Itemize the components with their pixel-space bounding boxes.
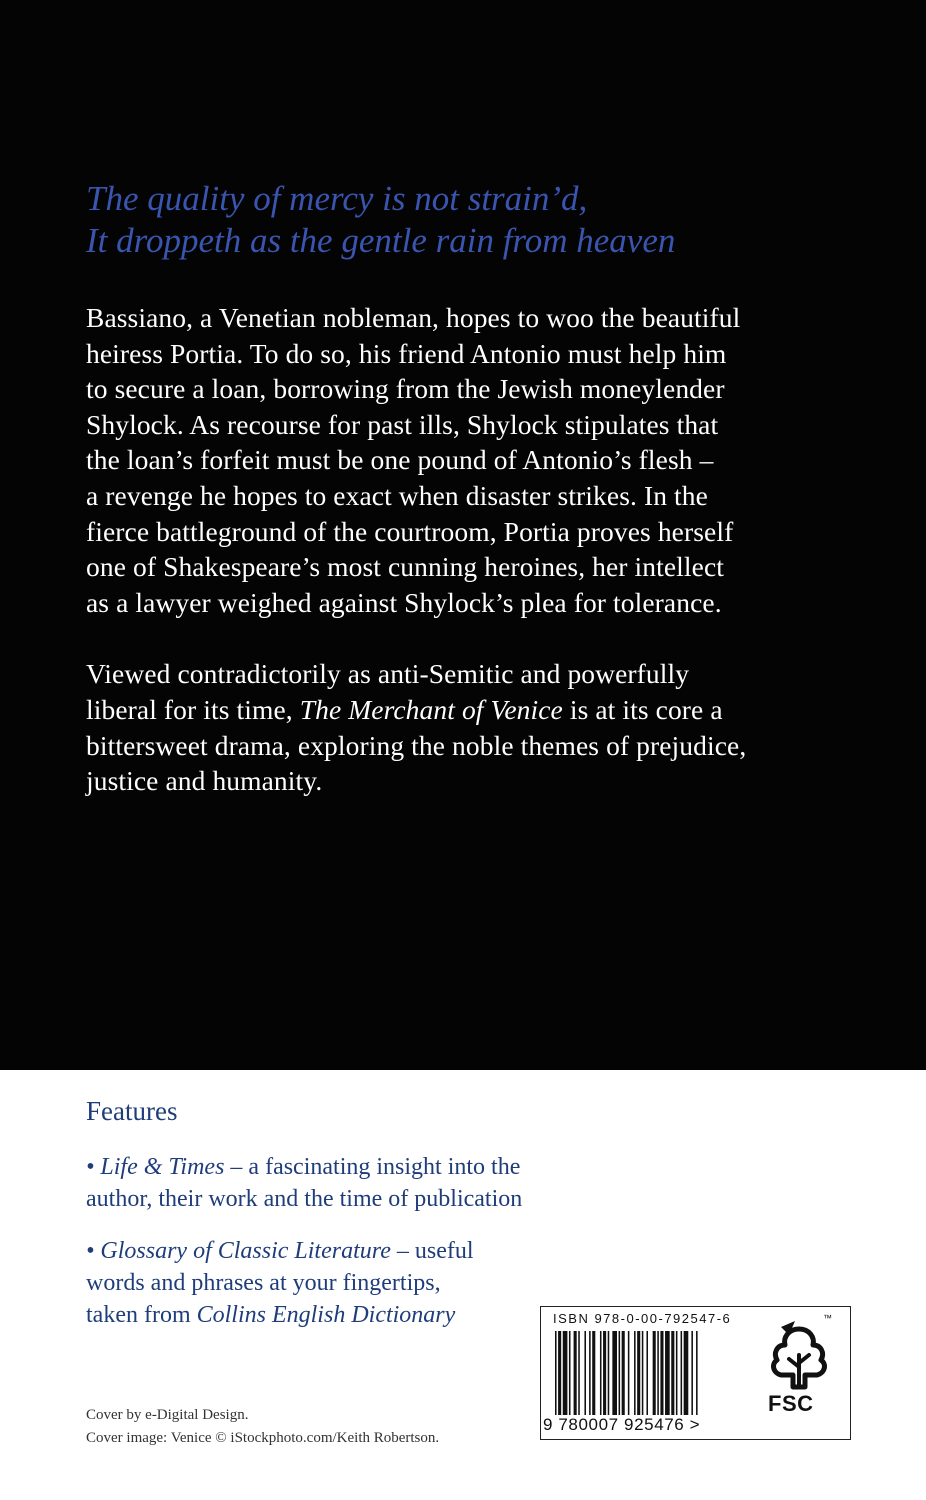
synopsis-line: Viewed contradictorily as anti-Semitic and powerfully — [86, 658, 690, 690]
synopsis-text: liberal for its time, — [86, 693, 300, 725]
feature-title: • Glossary of Classic Literature — [86, 1238, 391, 1264]
pull-quote — [86, 178, 886, 262]
barcode-bar — [603, 1331, 606, 1415]
barcode-bar — [628, 1331, 630, 1415]
barcode-bar — [578, 1331, 580, 1415]
barcode-bar — [558, 1331, 561, 1415]
ean-digits: 9 780007 925476 > — [543, 1415, 701, 1434]
barcode-bar — [681, 1331, 683, 1415]
barcode-bar — [696, 1331, 698, 1415]
barcode-bar — [574, 1331, 577, 1415]
synopsis-line — [86, 692, 876, 728]
barcode-bar — [600, 1331, 602, 1415]
synopsis-line: as a lawyer weighed against Shylock’s plea for tolerance. — [86, 586, 722, 618]
synopsis-line: Shylock. As recourse for past ills, Shylock stipulates that — [86, 408, 719, 440]
barcode-bar — [592, 1331, 595, 1415]
barcode-bar — [634, 1331, 636, 1415]
feature-text: – useful — [390, 1238, 474, 1264]
barcode-bar — [569, 1331, 571, 1415]
synopsis-text: is at its core a — [562, 693, 723, 725]
synopsis-paragraph-1 — [86, 300, 876, 620]
barcode-bar — [608, 1331, 610, 1415]
barcode-bar — [555, 1331, 557, 1415]
barcode-bar — [653, 1331, 656, 1415]
synopsis — [86, 300, 876, 835]
feature-line: words and phrases at your fingertips, — [86, 1270, 441, 1296]
synopsis-line: justice and humanity. — [86, 765, 323, 797]
synopsis-paragraph-2 — [86, 656, 876, 798]
feature-line — [86, 1151, 626, 1183]
feature-title: • Life & Times — [86, 1154, 225, 1180]
synopsis-line: fierce battleground of the courtroom, Portia proves herself — [86, 515, 734, 547]
barcode-bar — [684, 1331, 689, 1415]
feature-line: author, their work and the time of publication — [86, 1186, 523, 1212]
feature-text: taken from — [86, 1302, 197, 1328]
features-heading: Features — [86, 1096, 178, 1126]
barcode-bar — [665, 1331, 670, 1415]
barcode-bar — [563, 1331, 568, 1415]
dictionary-title: Collins English Dictionary — [196, 1302, 456, 1328]
synopsis-line: a revenge he hopes to exact when disaster strikes. In the — [86, 479, 708, 511]
barcode-bar — [657, 1331, 659, 1415]
barcode-bar — [637, 1331, 640, 1415]
barcode-box — [540, 1306, 851, 1440]
quote-line-2: It droppeth as the gentle rain from heaven — [86, 221, 676, 260]
synopsis-line: the loan’s forfeit must be one pound of Antonio’s flesh – — [86, 444, 714, 476]
barcode-bar — [646, 1331, 648, 1415]
barcode-icon — [555, 1331, 743, 1415]
barcode-bar — [691, 1331, 693, 1415]
barcode-bar — [642, 1331, 644, 1415]
barcode-bar — [612, 1331, 617, 1415]
barcode-bar — [622, 1331, 625, 1415]
barcode-bar — [676, 1331, 678, 1415]
synopsis-line: bittersweet drama, exploring the noble themes of prejudice, — [86, 729, 747, 761]
barcode-bar — [660, 1331, 663, 1415]
trademark-symbol: ™ — [823, 1313, 832, 1323]
cover-image-credit: Cover image: Venice © iStockphoto.com/Keith Robertson. — [86, 1430, 440, 1446]
barcode-bar — [589, 1331, 591, 1415]
book-title-italic: The Merchant of Venice — [299, 693, 563, 725]
barcode-bar — [671, 1331, 674, 1415]
feature-life-and-times — [86, 1151, 626, 1215]
barcode-bar — [584, 1331, 586, 1415]
quote-line-1: The quality of mercy is not strain’d, — [86, 179, 588, 218]
synopsis-line: to secure a loan, borrowing from the Jewish moneylender — [86, 373, 725, 405]
cover-credits — [86, 1404, 439, 1450]
feature-text: – a fascinating insight into the — [224, 1154, 521, 1180]
synopsis-line: heiress Portia. To do so, his friend Antonio must help him — [86, 337, 727, 369]
fsc-label: FSC — [768, 1391, 814, 1416]
feature-line — [86, 1235, 626, 1267]
isbn-label: ISBN 978-0-00-792547-6 — [553, 1311, 732, 1326]
cover-designer-credit: Cover by e-Digital Design. — [86, 1407, 249, 1423]
synopsis-line: one of Shakespeare’s most cunning heroines, her intellect — [86, 551, 725, 583]
barcode-bar — [619, 1331, 621, 1415]
synopsis-line: Bassiano, a Venetian nobleman, hopes to woo the beautiful — [86, 302, 741, 333]
